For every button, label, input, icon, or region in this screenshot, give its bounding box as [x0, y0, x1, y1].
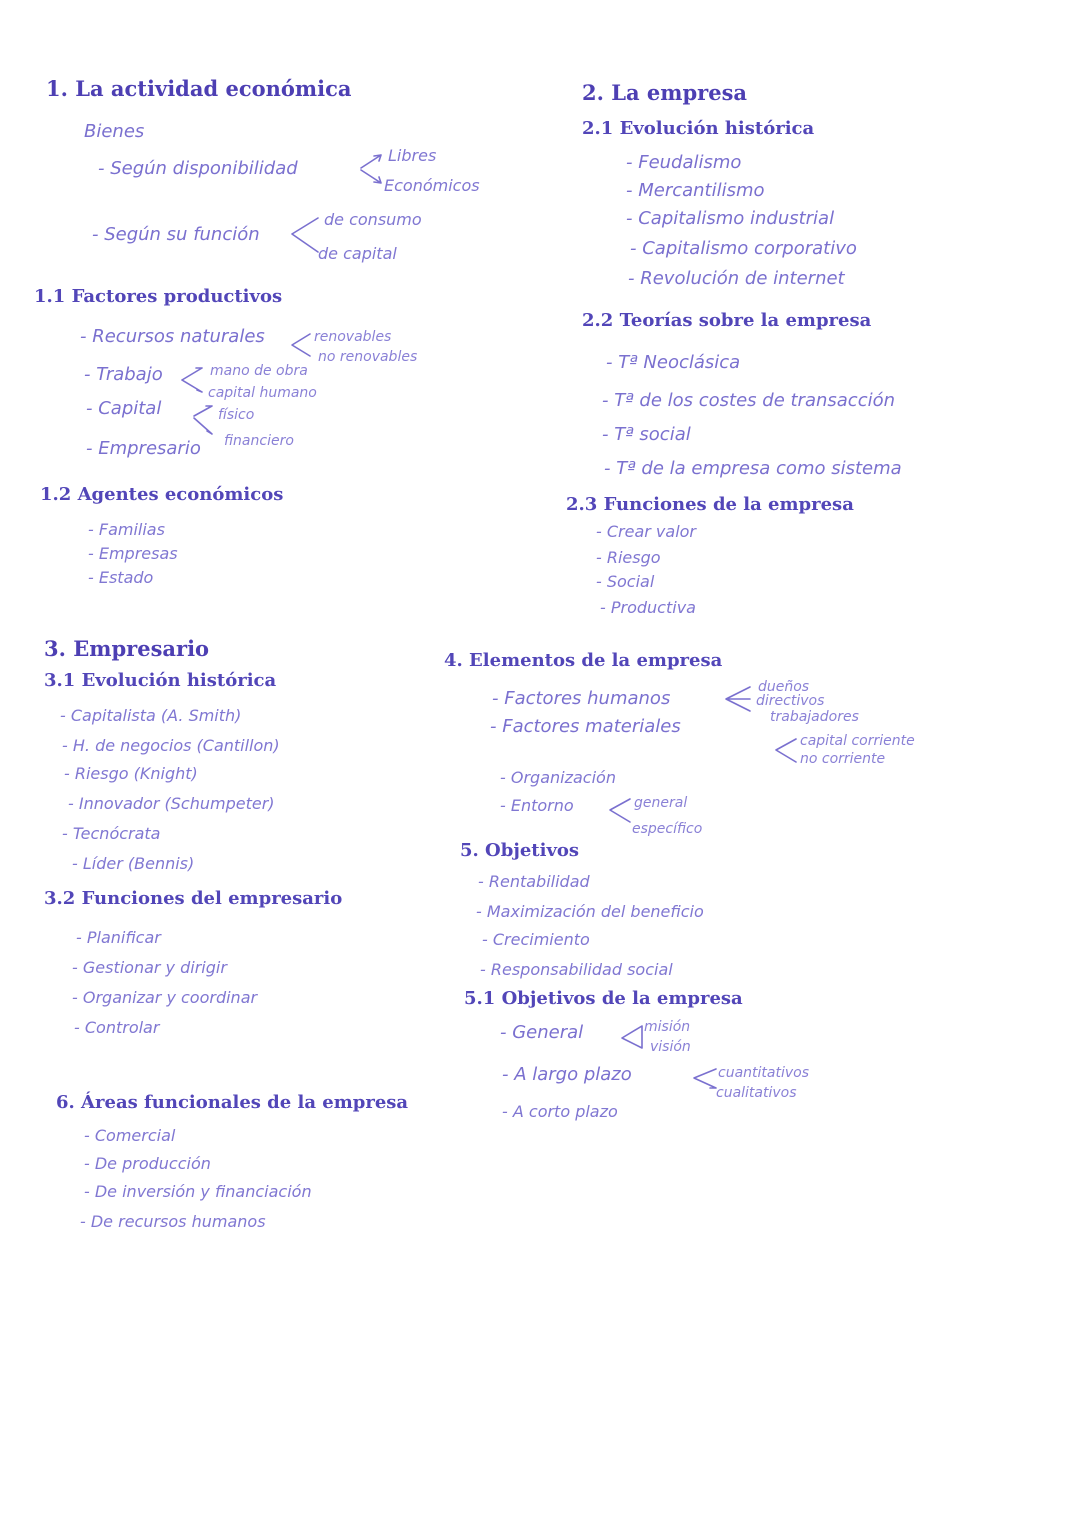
capitalismo-corporativo-item: - Capitalismo corporativo — [630, 238, 857, 259]
especifico-label: específico — [632, 821, 703, 837]
section-5-1-title: 5.1 Objetivos de la empresa — [464, 988, 743, 1009]
recursos-humanos-item: - De recursos humanos — [80, 1212, 266, 1231]
responsabilidad-item: - Responsabilidad social — [480, 960, 673, 979]
section-1-title: 1. La actividad económica — [46, 76, 352, 101]
directivos-label: directivos — [756, 693, 825, 709]
entorno-item: - Entorno — [500, 796, 574, 815]
riesgo-item: - Riesgo — [596, 548, 661, 567]
planificar-item: - Planificar — [76, 928, 161, 947]
maximizacion-item: - Maximización del beneficio — [476, 902, 704, 921]
trabajo-label: - Trabajo — [84, 364, 163, 385]
branch-trabajo — [178, 362, 208, 398]
branch-general — [618, 1022, 646, 1052]
renovables-label: renovables — [314, 329, 392, 345]
mano-de-obra-label: mano de obra — [210, 363, 308, 379]
feudalismo-item: - Feudalismo — [626, 152, 742, 173]
section-3-2-title: 3.2 Funciones del empresario — [44, 888, 343, 909]
teoria-social-item: - Tª social — [602, 424, 691, 445]
inversion-item: - De inversión y financiación — [84, 1182, 312, 1201]
mercantilismo-item: - Mercantilismo — [626, 180, 765, 201]
crecimiento-item: - Crecimiento — [482, 930, 590, 949]
capital-label: de capital — [318, 244, 397, 263]
segun-disponibilidad: - Según disponibilidad — [98, 158, 298, 179]
capital-humano-label: capital humano — [208, 385, 317, 401]
hombre-negocios-item: - H. de negocios (Cantillon) — [62, 736, 280, 755]
revolucion-internet-item: - Revolución de internet — [628, 268, 845, 289]
mision-label: misión — [644, 1019, 691, 1035]
capitalismo-industrial-item: - Capitalismo industrial — [626, 208, 835, 229]
factores-humanos-item: - Factores humanos — [492, 688, 671, 709]
teoria-neoclasica-item: - Tª Neoclásica — [606, 352, 741, 373]
riesgo-knight-item: - Riesgo (Knight) — [64, 764, 198, 783]
controlar-item: - Controlar — [74, 1018, 160, 1037]
no-renovables-label: no renovables — [318, 349, 418, 365]
productiva-item: - Productiva — [600, 598, 696, 617]
teoria-sistema-item: - Tª de la empresa como sistema — [604, 458, 902, 479]
section-5-title: 5. Objetivos — [460, 840, 580, 861]
capital-factor: - Capital — [86, 398, 162, 419]
financiero-label: financiero — [224, 433, 294, 449]
branch-materiales — [772, 736, 800, 766]
branch-recursos — [288, 332, 314, 358]
section-1-1-title: 1.1 Factores productivos — [34, 286, 283, 307]
crear-valor-item: - Crear valor — [596, 522, 697, 541]
cualitativos-label: cualitativos — [716, 1085, 797, 1101]
capitalista-item: - Capitalista (A. Smith) — [60, 706, 242, 725]
section-4-title: 4. Elementos de la empresa — [444, 650, 723, 671]
branch-entorno — [606, 796, 634, 826]
bienes-label: Bienes — [84, 121, 145, 142]
comercial-item: - Comercial — [84, 1126, 176, 1145]
economicos-label: Económicos — [384, 176, 480, 195]
segun-funcion: - Según su función — [92, 224, 260, 245]
general-label: general — [634, 795, 688, 811]
corto-plazo-item: - A corto plazo — [502, 1102, 618, 1121]
cuantitativos-label: cuantitativos — [718, 1065, 809, 1081]
empresas-item: - Empresas — [88, 544, 178, 563]
familias-item: - Familias — [88, 520, 165, 539]
lider-item: - Líder (Bennis) — [72, 854, 195, 873]
section-1-2-title: 1.2 Agentes económicos — [40, 484, 284, 505]
section-2-3-title: 2.3 Funciones de la empresa — [566, 494, 854, 515]
organizar-item: - Organizar y coordinar — [72, 988, 258, 1007]
trabajadores-label: trabajadores — [770, 709, 859, 725]
produccion-item: - De producción — [84, 1154, 211, 1173]
organizacion-item: - Organización — [500, 768, 616, 787]
no-corriente-label: no corriente — [800, 751, 886, 767]
capital-corriente-label: capital corriente — [800, 733, 915, 749]
tecnocrata-item: - Tecnócrata — [62, 824, 161, 843]
empresario-factor: - Empresario — [86, 438, 201, 459]
estado-item: - Estado — [88, 568, 154, 587]
fisico-label: físico — [218, 407, 255, 423]
branch-capital — [190, 400, 218, 440]
teoria-costes-item: - Tª de los costes de transacción — [602, 390, 896, 411]
branch-humanos — [722, 684, 754, 714]
section-3-1-title: 3.1 Evolución histórica — [44, 670, 277, 691]
section-3-title: 3. Empresario — [44, 636, 210, 661]
libres-label: Libres — [388, 146, 437, 165]
rentabilidad-item: - Rentabilidad — [478, 872, 590, 891]
general-objetivo-item: - General — [500, 1022, 584, 1043]
consumo-label: de consumo — [324, 210, 422, 229]
largo-plazo-item: - A largo plazo — [502, 1064, 632, 1085]
duenos-label: dueños — [758, 679, 810, 695]
factores-materiales-item: - Factores materiales — [490, 716, 681, 737]
section-6-title: 6. Áreas funcionales de la empresa — [56, 1092, 409, 1113]
section-2-title: 2. La empresa — [582, 80, 748, 105]
section-2-1-title: 2.1 Evolución histórica — [582, 118, 815, 139]
recursos-naturales: - Recursos naturales — [80, 326, 265, 347]
section-2-2-title: 2.2 Teorías sobre la empresa — [582, 310, 872, 331]
social-item: - Social — [596, 572, 655, 591]
branch-arrow-disponibilidad — [357, 150, 387, 190]
gestionar-item: - Gestionar y dirigir — [72, 958, 227, 977]
vision-label: visión — [650, 1039, 691, 1055]
innovador-item: - Innovador (Schumpeter) — [68, 794, 275, 813]
